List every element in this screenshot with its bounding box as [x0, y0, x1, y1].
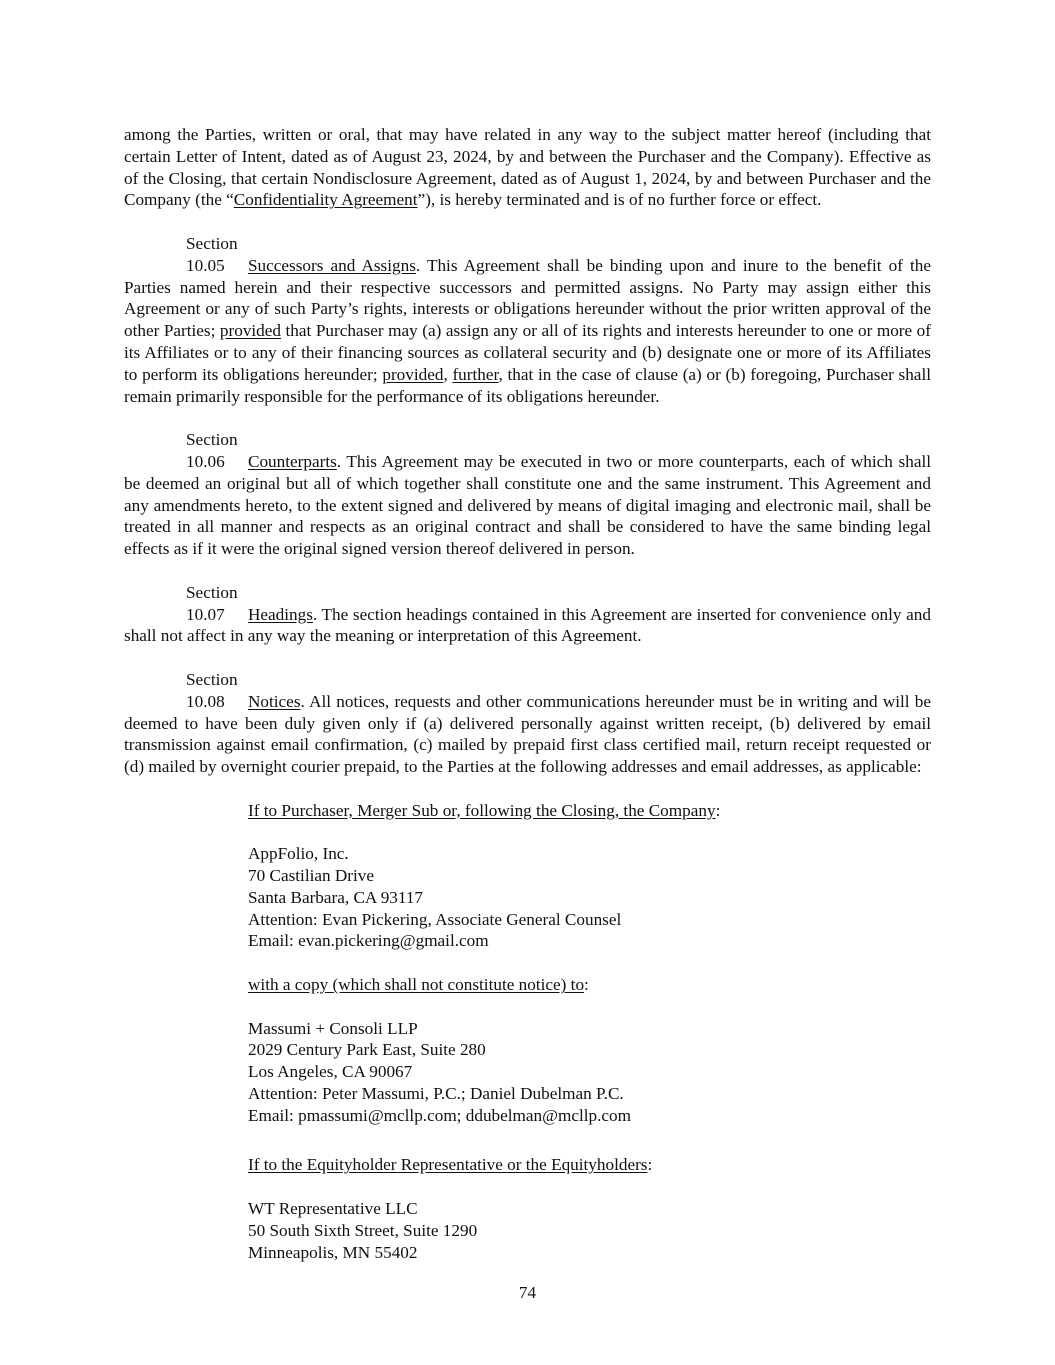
address-line: Attention: Peter Massumi, P.C.; Daniel Dubelman P.C.: [248, 1084, 624, 1104]
text-span: . All notices, requests and other communications hereunder must be in writing and will be deemed to have been duly given only if (a) delivered personally against written receipt, (b) delivered by email transmission against email confirmation, (c) mailed by prepaid first class certified mail, return receipt requested or (d) mailed by overnight courier prepaid, to the Parties at the following addresses and email addresses, as applicable:: [124, 691, 931, 777]
page-number: 74: [518, 1283, 537, 1302]
document-page: [124, 124, 931, 1263]
defined-term-confidentiality-agreement: Confidentiality Agreement: [233, 190, 418, 210]
notice-address-equityholder: [248, 1154, 931, 1263]
address-line: 50 South Sixth Street, Suite 1290: [248, 1220, 478, 1240]
address-line: Minneapolis, MN 55402: [248, 1242, 418, 1262]
address-line: AppFolio, Inc.: [248, 844, 349, 864]
notice-heading: If to the Equityholder Representative or the Equityholders:: [248, 1155, 653, 1175]
text-span: ,: [443, 364, 453, 384]
notice-heading: If to Purchaser, Merger Sub or, following the Closing, the Company:: [248, 800, 721, 820]
text-span: . The section headings contained in this Agreement are inserted for convenience only and shall not affect in any way the meaning or interpretation of this Agreement.: [124, 604, 931, 646]
address-line: 2029 Century Park East, Suite 280: [248, 1040, 486, 1060]
term-provided: provided: [219, 321, 282, 341]
address-line: 70 Castilian Drive: [248, 866, 375, 886]
section-title: Notices: [248, 691, 301, 711]
address-line: WT Representative LLC: [248, 1199, 418, 1219]
section-10-07: [124, 582, 931, 647]
section-title: Successors and Assigns: [248, 255, 416, 275]
section-title: Headings: [248, 604, 313, 624]
address-line: Email: evan.pickering@gmail.com: [248, 931, 489, 951]
notice-address-purchaser: [248, 800, 931, 974]
address-line: Santa Barbara, CA 93117: [248, 887, 424, 907]
notice-heading: with a copy (which shall not constitute notice) to:: [248, 975, 589, 995]
text-span: , that in the case of clause (a) or (b) foregoing, Purchaser shall remain primarily responsible for the performance of its obligations hereunder.: [124, 364, 931, 406]
section-number: Section 10.07: [186, 582, 238, 624]
section-number: Section 10.06: [186, 430, 238, 471]
text-span: among the Parties, written or oral, that may have related in any way to the subject matter hereof (including that certain Letter of Intent, dated as of August 23, 2024, by and between the Purchaser and the Company). Effective as of the Closing, that certain Nondisclosure Agreement, dated as of August 1, 2024, by and between Purchaser and the Company (the “: [124, 125, 931, 210]
text-span: that Purchaser may (a) assign any or all of its rights and interests hereunder to one or more of its Affiliates or to any of their financing sources as collateral security and (b) designate one or more of its Affiliates to perform its obligations hereunder;: [124, 321, 931, 384]
term-provided: provided: [382, 364, 444, 384]
text-span: . This Agreement may be executed in two or more counterparts, each of which shall be deemed an original but all of which together shall constitute one and the same instrument. This Agreement and any amendments hereto, to the extent signed and delivered by means of digital imaging and electronic mail, shall be treated in all manner and respects as an original contract and shall be considered to have the same binding legal effects as if it were the original signed version thereof delivered in person.: [124, 451, 931, 559]
address-line: Massumi + Consoli LLP: [248, 1018, 418, 1038]
address-line: Attention: Evan Pickering, Associate General Counsel: [248, 909, 622, 929]
term-further: further: [452, 364, 499, 384]
section-10-08: [124, 669, 931, 778]
section-10-06: [124, 429, 931, 560]
paragraph-entire-agreement-continued: [124, 124, 931, 211]
text-span: . This Agreement shall be binding upon and inure to the benefit of the Parties named herein and their respective successors and permitted assigns. No Party may assign either this Agreement or any of such Party’s rights, interests or obligations hereunder without the prior written approval of the other Parties;: [124, 255, 931, 341]
address-line: Email: pmassumi@mcllp.com; ddubelman@mcllp.com: [248, 1105, 631, 1125]
section-title: Counterparts: [248, 451, 337, 471]
section-number: Section 10.08: [186, 669, 238, 711]
section-number: Section 10.05: [186, 233, 238, 275]
section-10-05: [124, 233, 931, 407]
notice-address-copy: [248, 974, 931, 1154]
address-line: Los Angeles, CA 90067: [248, 1062, 413, 1082]
text-span: ”), is hereby terminated and is of no further force or effect.: [417, 190, 822, 210]
